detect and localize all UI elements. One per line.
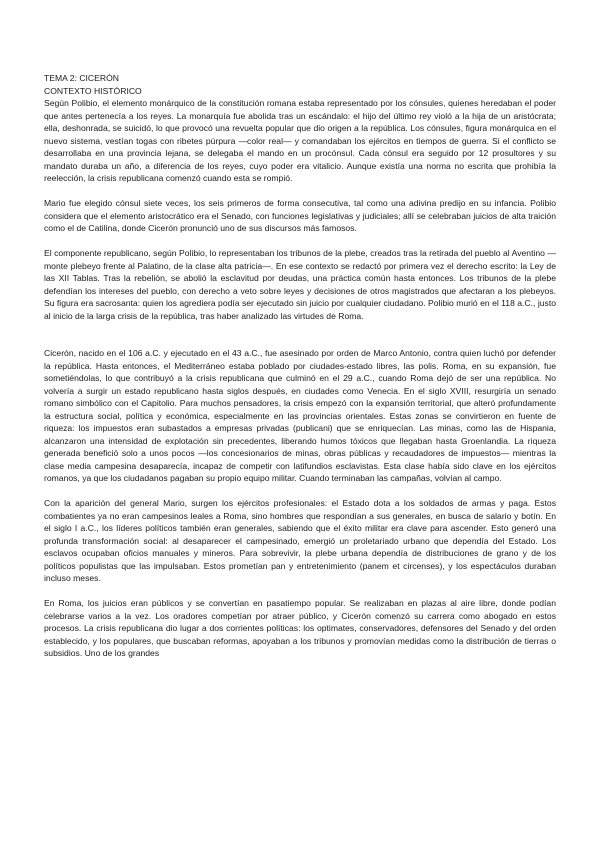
paragraph-gap [44,322,556,347]
paragraph-public-trials: En Roma, los juicios eran públicos y se convertían en pasatiempo popular. Se realizaban en plazas al aire libre, donde podían celebrarse varios a la vez. Los oradores competían por atraer público, y Cicerón comenzó su carrera como abogado en estos procesos. La crisis republicana dio lugar a dos corrientes políticas: los optimates, conservadores, defensores del Senado y del orden establecido, y los populares, que buscaban reformas, apoyaban a los tribunos y promovían medidas como la distribución de tierras o subsidios. Uno de los grandes [44,598,556,658]
paragraph-mario-senate: Mario fue elegido cónsul siete veces, los seis primeros de forma consecutiva, tal como una adivina predijo en su infancia. Polibio considera que el elemento aristocrático era el Senado, con funciones legislativas y judiciales; allí se celebraban juicios de alta traición como el de Catilina, donde Cicerón pronunció uno de sus discursos más famosos. [44,198,556,233]
paragraph-cicero-crisis: Cicerón, nacido en el 106 a.C. y ejecutado en el 43 a.C., fue asesinado por orden de Marco Antonio, contra quien luchó por defender la república. Hasta entonces, el Mediterráneo estaba poblado por ciudades-estado libres, las polis. Roma, en su expansión, fue sometiéndolas, lo que contribuyó a la crisis republicana que culminó en el 29 a.C., cuando Roma dejó de ser una república. No volvería a surgir un estado republicano hasta siglos después, en ciudades como Venecia. En el siglo XVIII, resurgiría un senado romano simbólico con el Capitolio. Para muchos pensadores, la crisis empezó con la expansión territorial, que alteró profundamente la estructura social, política y económica, especialmente en las provincias orientales. Estas zonas se convirtieron en fuente de riqueza: los impuestos eran subastados a empresas privadas (publicani) que se enriquecían. Las minas, como las de Hispania, alcanzaron una intensidad de explotación sin precedentes, liberando humos tóxicos que llegaban hasta Groenlandia. La riqueza generada benefició solo a unos pocos —los concesionarios de minas, obras públicas y recaudadores de impuestos— mientras la clase media campesina desaparecía, incapaz de competir con latifundios esclavistas. Esta clase había sido clave en los ejércitos romanos, ya que los ciudadanos pagaban su propio equipo militar. Cuando terminaban las campañas, volvían al campo. [44,348,556,483]
paragraph-gap [44,585,556,598]
paragraph-gap [44,185,556,198]
document-page [44,72,556,660]
document-subtitle: CONTEXTO HISTÓRICO [44,85,142,96]
paragraph-gap [44,235,556,248]
document-title: TEMA 2: CICERÓN [44,73,119,83]
paragraph-consuls: Según Polibio, el elemento monárquico de la constitución romana estaba representado por los cónsules, quienes heredaban el poder que antes pertenecía a los reyes. La monarquía fue abolida tras un escándalo: el hijo del último rey violó a la hija de un aristócrata; ella, deshonrada, se suicidó, lo que provocó una revuelta popular que dio origen a la república. Los cónsules, figura monárquica en el nuevo sistema, vestían togas con ribetes púrpura —color real— y comandaban los ejércitos en tiempos de guerra. Si el conflicto se desarrollaba en una provincia lejana, se delegaba el mando en un procónsul. Cada cónsul era seguido por 12 prosultores y su mandato duraba un año, a diferencia de los reyes, cuyo poder era vitalicio. Aunque existía una norma no escrita que prohibía la reelección, la crisis republicana comenzó cuando esta se rompió. [44,98,556,183]
paragraph-professional-armies: Con la aparición del general Mario, surgen los ejércitos profesionales: el Estado dota a los soldados de armas y paga. Estos combatientes ya no eran campesinos leales a Roma, sino hombres que respondían a sus generales, en busca de salario y botín. En el siglo I a.C., los líderes políticos también eran generales, sabiendo que el éxito militar era clave para ascender. Esto generó una profunda transformación social: al desaparecer el campesinado, emergió un proletariado urbano que dependía del Estado. Los esclavos ocupaban oficios manuales y mineros. Para sobrevivir, la plebe urbana dependía de distribuciones de grano y de los políticos populistas que las impulsaban. Estos prometían pan y entretenimiento (panem et circenses), y los espectáculos duraban incluso meses. [44,498,556,583]
paragraph-tribunes: El componente republicano, según Polibio, lo representaban los tribunos de la plebe, creados tras la retirada del pueblo al Aventino —monte plebeyo frente al Palatino, de la clase alta patricia—. En ese contexto se redactó por primera vez el derecho escrito: la Ley de las XII Tablas. Tras la rebelión, se abolió la esclavitud por deudas, una práctica común hasta entonces. Los tribunos de la plebe defendían los intereses del pueblo, con derecho a veto sobre leyes y decisiones de otros magistrados que afectaran a los plebeyos. Su figura era sacrosanta: quien los agrediera podía ser ejecutado sin juicio por cualquier ciudadano. Polibio murió en el 118 a.C., justo al inicio de la larga crisis de la república, tras haber analizado las virtudes de Roma. [44,248,556,321]
paragraph-gap [44,485,556,498]
